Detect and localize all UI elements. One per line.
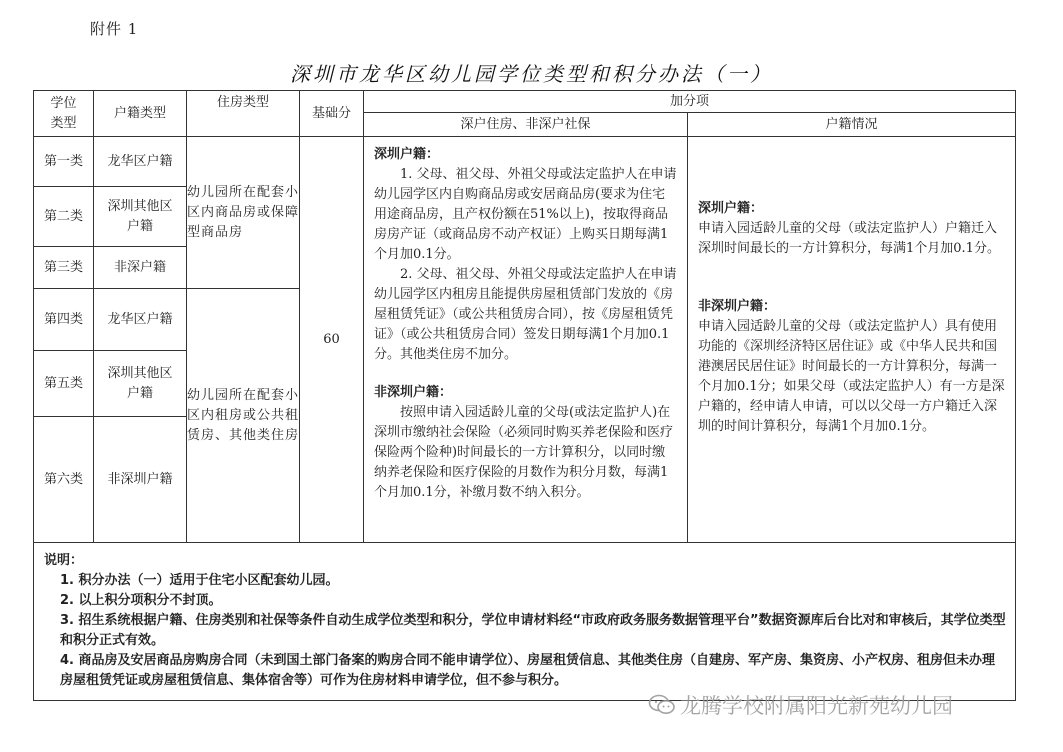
hukou-type-cell: 龙华区户籍 <box>94 137 187 187</box>
points-table <box>33 90 1016 701</box>
watermark <box>648 690 953 721</box>
seat-type-cell: 第二类 <box>34 187 94 247</box>
seat-type-cell: 第三类 <box>34 247 94 289</box>
housing-type-owned: 幼儿园所在配套小区内商品房或保障型商品房 <box>187 137 300 289</box>
wechat-icon <box>648 694 676 721</box>
hukou-type-cell: 非深圳户籍 <box>94 417 187 543</box>
base-score-cell: 60 <box>300 137 364 543</box>
note-item: 1. 积分办法（一）适用于住宅小区配套幼儿园。 <box>60 573 339 588</box>
hukou-type-cell: 龙华区户籍 <box>94 289 187 351</box>
seat-type-cell: 第四类 <box>34 289 94 351</box>
note-item: 4. 商品房及安居商品房购房合同（未到国土部门备案的购房合同不能申请学位）、房屋租赁信息、其他类住房（自建房、军产房、集资房、小产权房、租房但未办理房屋租赁凭证或房屋租赁信息、集体宿舍等）可作为住房材料申请学位，但不参与积分。 <box>60 653 996 688</box>
header-bonus-housing: 深户住房、非深户社保 <box>364 113 688 137</box>
shenzhen-housing-rule-1: 1. 父母、祖父母、外祖父母或法定监护人在申请幼儿园学区内自购商品房或安居商品房(要求为住宅用途商品房，且产权份额在51%以上)，按取得商品房房产证（或商品房不动产权证）上购买日期每满1个月加0.1分。 <box>374 167 677 262</box>
seat-type-cell: 第五类 <box>34 351 94 417</box>
header-bonus-hukou: 户籍情况 <box>688 113 1016 137</box>
non-shenzhen-residence-rule: 申请入园适龄儿童的父母（或法定监护人）具有使用功能的《深圳经济特区居住证》或《中华人民共和国港澳居民居住证》时间最长的一方计算积分，每满一个月加0.1分；如果父母（或法定监护人）有一方是深户籍的，经申请人申请，可以以父母一方户籍迁入深圳的时间计算积分，每满1个月加0.1分。 <box>698 319 1005 434</box>
bonus-housing-content <box>364 137 688 543</box>
shenzhen-housing-rule-2: 2. 父母、祖父母、外祖父母或法定监护人在申请幼儿园学区内租房且能提供房屋租赁部门发放的《房屋租赁凭证》（或公共租赁房合同），按《房屋租赁凭证》（或公共租赁房合同）签发日期每满1个月加0.1分。其他类住房不加分。 <box>374 267 677 362</box>
non-shenzhen-hukou-heading: 非深圳户籍： <box>374 385 453 400</box>
note-item: 3. 招生系统根据户籍、住房类别和社保等条件自动生成学位类型和积分，学位申请材料经“市政府政务服务数据管理平台”数据资源库后台比对和审核后，其学位类型和积分正式有效。 <box>60 613 1006 648</box>
hukou-type-cell: 深圳其他区 户籍 <box>94 187 187 247</box>
header-seat-type-text: 学位 类型 <box>50 95 77 131</box>
hukou-type-cell: 深圳其他区 户籍 <box>94 351 187 417</box>
shenzhen-hukou-heading-2: 深圳户籍： <box>698 201 764 216</box>
notes-title: 说明： <box>44 553 84 568</box>
page-title: 深圳市龙华区幼儿园学位类型和积分办法（一） <box>290 62 773 86</box>
notes-section <box>34 543 1016 701</box>
header-seat-type <box>34 91 94 137</box>
shenzhen-hukou-rule: 申请入园适龄儿童的父母（或法定监护人）户籍迁入深圳时间最长的一方计算积分，每满1个月加0.1分。 <box>698 221 1000 256</box>
seat-type-cell: 第一类 <box>34 137 94 187</box>
non-shenzhen-hukou-heading-2: 非深圳户籍： <box>698 299 777 314</box>
housing-type-rented: 幼儿园所在配套小区内租房或公共租赁房、其他类住房 <box>187 289 300 543</box>
watermark-text: 龙腾学校附属阳光新苑幼儿园 <box>680 694 953 718</box>
header-hukou-type: 户籍类型 <box>94 91 187 137</box>
header-bonus: 加分项 <box>364 91 1016 113</box>
shenzhen-hukou-heading: 深圳户籍： <box>374 147 440 162</box>
note-item: 2. 以上积分项积分不封顶。 <box>60 593 222 608</box>
header-base-score: 基础分 <box>300 91 364 137</box>
hukou-type-cell: 非深户籍 <box>94 247 187 289</box>
attachment-label: 附件 1 <box>90 20 139 38</box>
bonus-hukou-content <box>688 137 1016 543</box>
header-housing-type: 住房类型 <box>187 91 300 137</box>
seat-type-cell: 第六类 <box>34 417 94 543</box>
non-shenzhen-insurance-rule: 按照申请入园适龄儿童的父母(或法定监护人)在深圳市缴纳社会保险（必须同时购买养老保险和医疗保险两个险种)时间最长的一方计算积分，以同时缴纳养老保险和医疗保险的月数作为积分月数，每满1个月加0.1分，补缴月数不纳入积分。 <box>374 405 674 500</box>
